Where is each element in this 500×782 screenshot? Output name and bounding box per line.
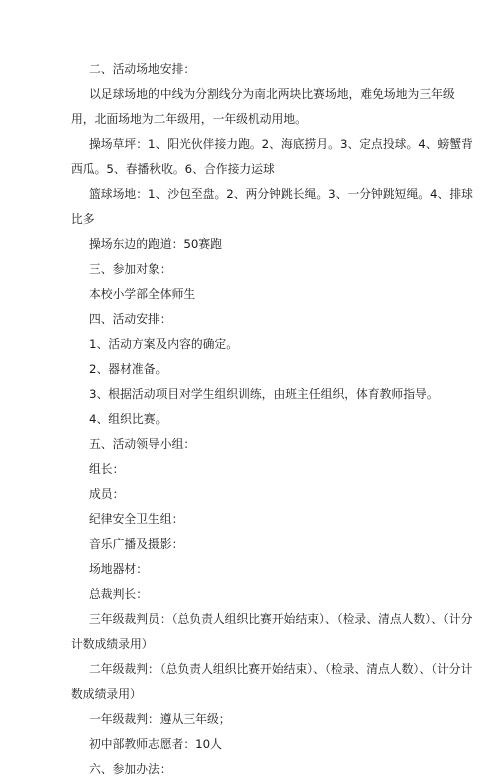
- role-line: 音乐广播及摄影：: [89, 537, 184, 551]
- paragraph-line: 一年级裁判：遵从三年级；: [89, 712, 231, 726]
- paragraph-line: 二年级裁判：（总负责人组织比赛开始结束）、（检录、清点人数）、（计分计: [89, 662, 473, 676]
- section-heading: 六、参加办法：: [89, 762, 172, 776]
- section-heading: 三、参加对象：: [89, 262, 172, 276]
- section-heading: 五、活动领导小组：: [89, 437, 196, 451]
- paragraph-line: 数成绩录用）: [71, 687, 142, 701]
- list-item: 1、活动方案及内容的确定。: [89, 337, 239, 351]
- role-line: 成员：: [89, 487, 125, 501]
- role-line: 总裁判长：: [89, 587, 148, 601]
- paragraph-line: 初中部教师志愿者：10人: [89, 737, 222, 751]
- paragraph-line: 篮球场地：1、沙包至盘。2、两分钟跳长绳。3、一分钟跳短绳。4、排球: [89, 187, 473, 201]
- paragraph-line: 用，北面场地为二年级用，一年级机动用地。: [71, 112, 307, 126]
- paragraph-line: 本校小学部全体师生: [89, 287, 196, 301]
- paragraph-line: 西瓜。5、春播秋收。6、合作接力运球: [71, 162, 275, 176]
- section-heading: 四、活动安排：: [89, 312, 172, 326]
- list-item: 2、器材准备。: [89, 362, 168, 376]
- section-heading: 二、活动场地安排：: [89, 62, 196, 76]
- list-item: 3、根据活动项目对学生组织训练，由班主任组织，体育教师指导。: [89, 387, 439, 401]
- list-item: 4、组织比赛。: [89, 412, 168, 426]
- paragraph-line: 计数成绩录用）: [71, 637, 154, 651]
- document-body: [71, 57, 473, 782]
- paragraph-line: 三年级裁判员：（总负责人组织比赛开始结束）、（检录、清点人数）、（计分: [89, 612, 473, 626]
- role-line: 纪律安全卫生组：: [89, 512, 184, 526]
- role-line: 组长：: [89, 462, 125, 476]
- role-line: 场地器材：: [89, 562, 148, 576]
- paragraph-line: 以足球场地的中线为分割线分为南北两块比赛场地，难免场地为三年级: [89, 87, 455, 101]
- paragraph-line: 比多: [71, 212, 95, 226]
- paragraph-line: 操场东边的跑道：50赛跑: [89, 237, 222, 251]
- paragraph-line: 操场草坪：1、阳光伙伴接力跑。2、海底捞月。3、定点投球。4、螃蟹背: [89, 137, 473, 151]
